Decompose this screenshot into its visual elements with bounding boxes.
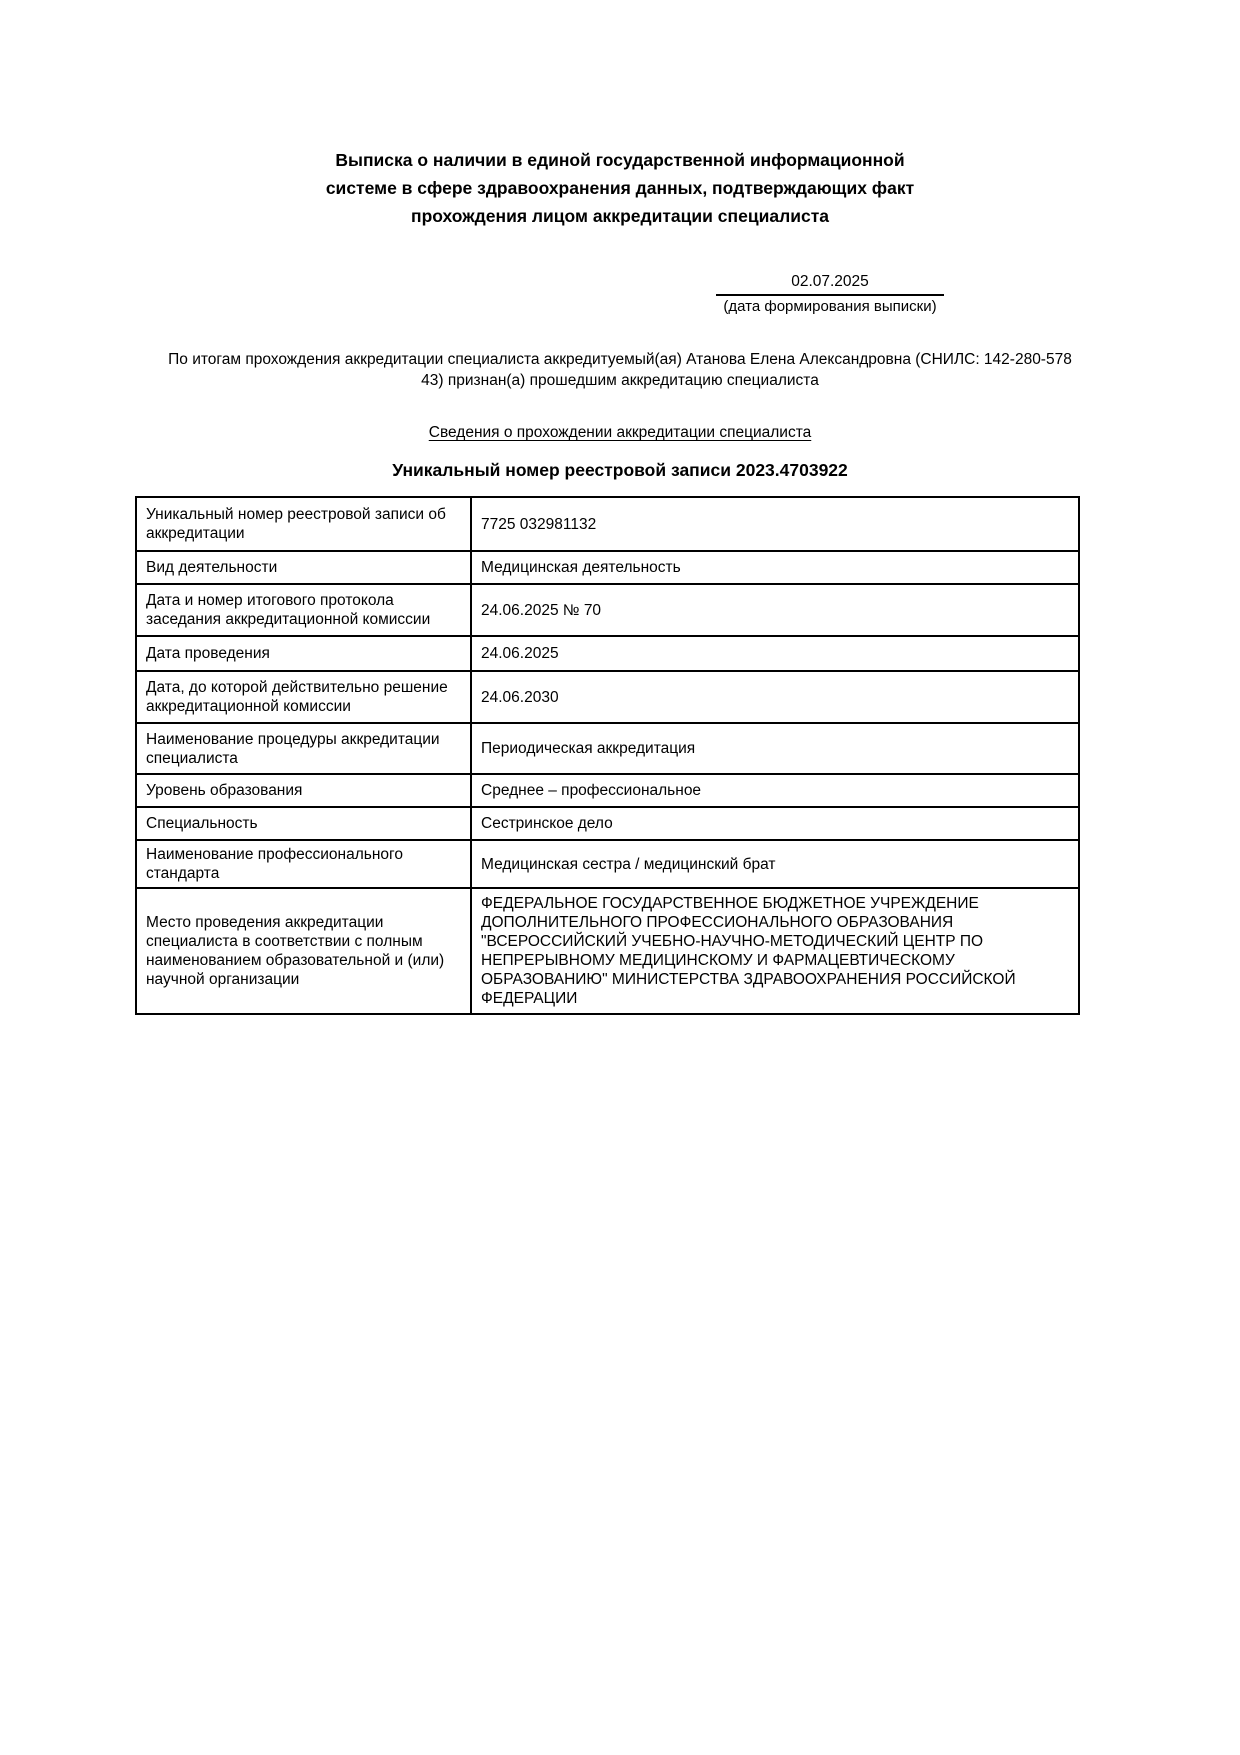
row-value: ФЕДЕРАЛЬНОЕ ГОСУДАРСТВЕННОЕ БЮДЖЕТНОЕ УЧРЕЖДЕНИЕ ДОПОЛНИТЕЛЬНОГО ПРОФЕССИОНАЛЬНОГО ОБРАЗОВАНИЯ "ВСЕРОССИЙСКИЙ УЧЕБНО-НАУЧНО-МЕТОДИЧЕСКИЙ ЦЕНТР ПО НЕПРЕРЫВНОМУ МЕДИЦИНСКОМУ И ФАРМАЦЕВТИЧЕСКОМУ ОБРАЗОВАНИЮ" МИНИСТЕРСТВА ЗДРАВООХРАНЕНИЯ РОССИЙСКОЙ ФЕДЕРАЦИИ (471, 888, 1079, 1014)
row-label: Дата проведения (136, 636, 471, 671)
row-value: Медицинская сестра / медицинский брат (471, 840, 1079, 888)
row-label: Вид деятельности (136, 551, 471, 584)
row-label: Уникальный номер реестровой записи об аккредитации (136, 497, 471, 551)
row-value: Периодическая аккредитация (471, 723, 1079, 774)
row-value: Среднее – профессиональное (471, 774, 1079, 807)
row-label: Место проведения аккредитации специалиста в соответствии с полным наименованием образовательной и (или) научной организации (136, 888, 471, 1014)
intro-paragraph (70, 349, 1170, 391)
table-row (136, 888, 1079, 1014)
formation-date-block (716, 272, 944, 316)
row-label: Дата, до которой действительно решение аккредитационной комиссии (136, 671, 471, 723)
intro-paragraph-line-1: По итогам прохождения аккредитации специалиста аккредитуемый(ая) Атанова Елена Александровна (СНИЛС: 142-280-578 (168, 351, 1072, 368)
row-label: Наименование процедуры аккредитации специалиста (136, 723, 471, 774)
table-row (136, 723, 1079, 774)
table-row (136, 774, 1079, 807)
accreditation-details-table (135, 496, 1080, 1015)
document-title-line-1: Выписка о наличии в единой государственной информационной (335, 150, 905, 170)
document-title-line-2: системе в сфере здравоохранения данных, подтверждающих факт (325, 178, 915, 198)
formation-date-caption: (дата формирования выписки) (723, 298, 937, 315)
document-title-line-3: прохождения лицом аккредитации специалиста (411, 206, 829, 226)
document-title (0, 146, 1240, 230)
row-value: 24.06.2030 (471, 671, 1079, 723)
table-row (136, 584, 1079, 636)
row-value: Медицинская деятельность (471, 551, 1079, 584)
table-row (136, 551, 1079, 584)
row-label: Дата и номер итогового протокола заседания аккредитационной комиссии (136, 584, 471, 636)
row-value: Сестринское дело (471, 807, 1079, 840)
row-value: 24.06.2025 № 70 (471, 584, 1079, 636)
section-heading: Сведения о прохождении аккредитации специалиста (428, 424, 812, 441)
table-row (136, 671, 1079, 723)
row-label: Уровень образования (136, 774, 471, 807)
intro-paragraph-line-2: 43) признан(а) прошедшим аккредитацию специалиста (421, 372, 819, 389)
row-value: 7725 032981132 (471, 497, 1079, 551)
row-label: Специальность (136, 807, 471, 840)
row-label: Наименование профессионального стандарта (136, 840, 471, 888)
row-value: 24.06.2025 (471, 636, 1079, 671)
table-row (136, 840, 1079, 888)
table-row (136, 807, 1079, 840)
registry-number-heading: Уникальный номер реестровой записи 2023.4703922 (392, 460, 848, 480)
table-row (136, 636, 1079, 671)
formation-date-value: 02.07.2025 (716, 272, 944, 296)
table-row (136, 497, 1079, 551)
